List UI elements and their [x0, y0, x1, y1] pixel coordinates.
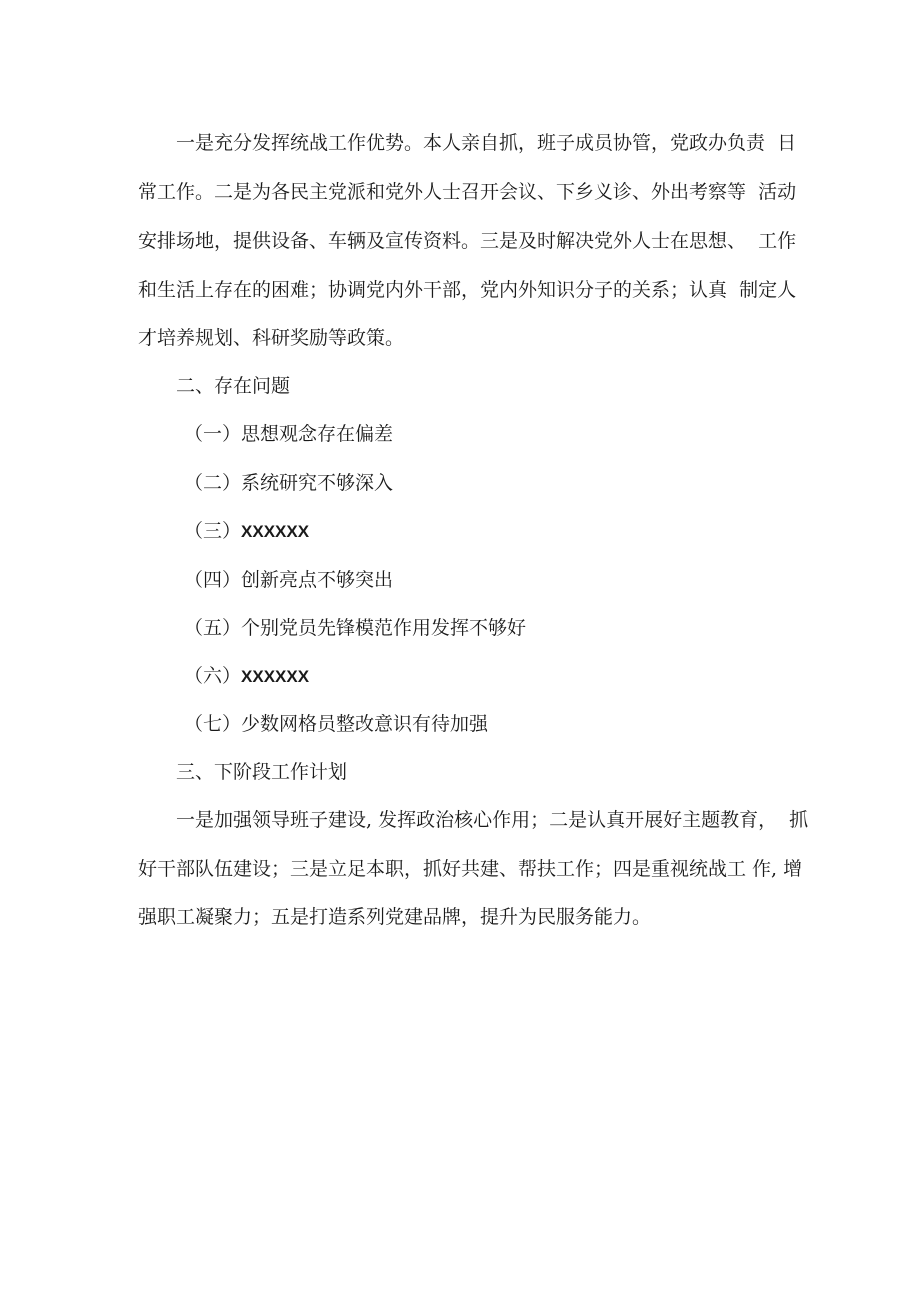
list-item-text: 创新亮点不够突出 — [241, 569, 394, 591]
paragraph-line: 一是加强领导班子建设, 发挥政治核心作用；二是认真开展好主题教育， 抓 — [176, 809, 809, 831]
list-item — [184, 422, 684, 446]
paragraph-line: 好干部队伍建设；三是立足本职，抓好共建、帮扶工作；四是重视统战工 作, 增 — [138, 858, 803, 880]
section-heading: 三、下阶段工作计划 — [176, 761, 348, 783]
paragraph-line: 安排场地，提供设备、车辆及宣传资料。三是及时解决党外人士在思想、 工作 — [138, 230, 797, 252]
list-item-text: 系统研究不够深入 — [241, 472, 394, 494]
list-item-text: 少数网格员整改意识有待加强 — [241, 713, 489, 735]
section-heading: 二、存在问题 — [176, 375, 291, 397]
list-item-text: XXXXXX — [241, 522, 310, 541]
list-item-prefix: （六） — [184, 665, 242, 687]
list-item — [184, 519, 684, 543]
list-item — [184, 568, 684, 592]
list-item — [184, 712, 684, 736]
list-item-text: 个别党员先锋模范作用发挥不够好 — [241, 617, 527, 639]
paragraph-line: 强职工凝聚力；五是打造系列党建品牌，提升为民服务能力。 — [138, 906, 652, 928]
list-item-prefix: （五） — [184, 617, 242, 639]
list-item — [184, 664, 684, 688]
list-item-text: 思想观念存在偏差 — [241, 423, 394, 445]
list-item — [184, 471, 684, 495]
list-item-prefix: （四） — [184, 569, 242, 591]
paragraph-line: 一是充分发挥统战工作优势。本人亲自抓，班子成员协管，党政办负责 日 — [176, 132, 797, 154]
paragraph-line: 常工作。二是为各民主党派和党外人士召开会议、下乡义诊、外出考察等 活动 — [138, 181, 797, 203]
list-item-prefix: （二） — [184, 472, 242, 494]
list-item-prefix: （一） — [184, 423, 242, 445]
list-item — [184, 616, 684, 640]
paragraph-line: 和生活上存在的困难；协调党内外干部，党内外知识分子的关系；认真 制定人 — [138, 279, 797, 301]
paragraph-line: 才培养规划、科研奖励等政策。 — [138, 327, 405, 349]
list-item-prefix: （七） — [184, 713, 242, 735]
list-item-text: XXXXXX — [241, 667, 310, 686]
list-item-prefix: （三） — [184, 520, 242, 542]
